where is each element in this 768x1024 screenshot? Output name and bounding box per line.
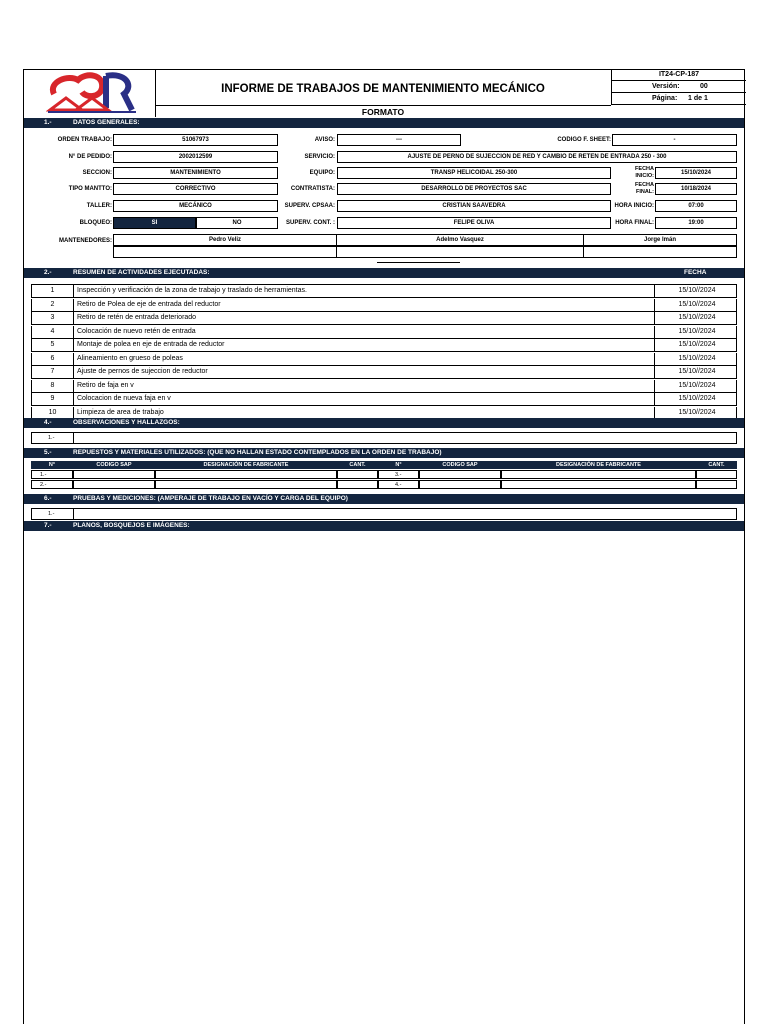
mantenedores-label: MANTENEDORES: — [58, 238, 112, 244]
document-title: INFORME DE TRABAJOS DE MANTENIMIENTO MECÁNICO — [221, 83, 545, 95]
superv-cont-label: SUPERV. CONT. : — [285, 220, 335, 226]
parts-row-1-n: 1.- — [31, 470, 73, 479]
page-label: Página: — [652, 95, 678, 102]
document-code: IT24-CP-187 — [612, 69, 746, 81]
section-7-bar — [24, 521, 744, 531]
parts-row-1-qty[interactable] — [337, 470, 378, 479]
bloqueo-label: BLOQUEO: — [79, 220, 112, 226]
activity-row[interactable] — [31, 326, 737, 339]
servicio-label: SERVICIO: — [304, 154, 335, 160]
section-6-number: 6.- — [44, 495, 52, 502]
activity-date: 15/10//2024 — [654, 353, 739, 365]
section-6-bar — [24, 494, 744, 504]
tests-row[interactable] — [31, 508, 737, 520]
tipo-field[interactable]: CORRECTIVO — [113, 183, 278, 195]
section-7-title: PLANOS, BOSQUEJOS E IMÁGENES: — [73, 522, 190, 529]
activity-description: Retiro de Polea de eje de entrada del reductor — [77, 300, 221, 308]
parts-row-4-n: 4.- — [378, 480, 419, 489]
parts-header-designation-right: DESIGNACIÓN DE FABRICANTE — [501, 461, 696, 469]
section-4-title: OBSERVACIONES Y HALLAZGOS: — [73, 419, 180, 426]
activity-row[interactable] — [31, 312, 737, 325]
mantenedor-1-field[interactable]: Pedro Veliz — [113, 234, 337, 246]
section-1-title: DATOS GENERALES: — [73, 119, 140, 126]
activity-date: 15/10//2024 — [654, 339, 739, 351]
fecha-inicio-field[interactable]: 15/10/2024 — [655, 167, 737, 179]
aviso-field[interactable]: --- — [337, 134, 461, 146]
activity-number: 1 — [32, 285, 74, 297]
parts-row-2-sap[interactable] — [73, 480, 155, 489]
parts-row-3-sap[interactable] — [419, 470, 501, 479]
orden-label: ORDEN TRABAJO: — [57, 137, 112, 143]
activity-description: Limpieza de area de trabajo — [77, 408, 164, 416]
activity-row[interactable] — [31, 366, 737, 379]
activity-row[interactable] — [31, 299, 737, 312]
company-logo — [46, 72, 138, 114]
activity-row[interactable] — [31, 380, 737, 393]
section-7-number: 7.- — [44, 522, 52, 529]
tests-row-number: 1.- — [48, 511, 55, 517]
equipo-field[interactable]: TRANSP HELICOIDAL 250-300 — [337, 167, 611, 179]
parts-header-sap-right: CODIGO SAP — [419, 461, 501, 469]
codigo-label: CODIGO F. SHEET: — [557, 137, 611, 143]
section-5-number: 5.- — [44, 449, 52, 456]
parts-row-1-designation[interactable] — [155, 470, 337, 479]
section-1-number: 1.- — [44, 119, 52, 126]
parts-header-designation-left: DESIGNACIÓN DE FABRICANTE — [155, 461, 337, 469]
activity-date: 15/10//2024 — [654, 366, 739, 378]
orden-field[interactable]: 51067973 — [113, 134, 278, 146]
section-2-title: RESUMEN DE ACTIVIDADES EJECUTADAS: — [73, 269, 210, 276]
parts-header-qty-right: CANT. — [696, 461, 737, 469]
version-value: 00 — [700, 83, 708, 90]
parts-row-4-sap[interactable] — [419, 480, 501, 489]
fecha-final-label: FECHA FINAL: — [635, 182, 654, 195]
parts-row-3-qty[interactable] — [696, 470, 737, 479]
section-6-title: PRUEBAS Y MEDICIONES: (AMPERAJE DE TRABAJO EN VACÍO Y CARGA DEL EQUIPO) — [73, 495, 348, 502]
hora-final-field[interactable]: 19:00 — [655, 217, 737, 229]
bloqueo-si-option[interactable]: SI — [113, 217, 196, 229]
activity-description: Retiro de retén de entrada deteriorado — [77, 314, 197, 321]
page-value: 1 de 1 — [688, 95, 708, 102]
activity-description: Colocacion de nueva faja en v — [77, 395, 171, 402]
document-meta — [611, 69, 745, 105]
superv-cont-field[interactable]: FELIPE OLIVA — [337, 217, 611, 229]
section-2-bar — [24, 268, 744, 278]
activity-number: 7 — [32, 366, 74, 378]
date-column-header: FECHA — [684, 269, 707, 276]
activity-number: 6 — [32, 353, 74, 365]
activity-row[interactable] — [31, 353, 737, 366]
mantenedor-2-field[interactable]: Adelmo Vasquez — [336, 234, 584, 246]
seccion-field[interactable]: MANTENIMIENTO — [113, 167, 278, 179]
activity-description: Montaje de polea en eje de entrada de reductor — [77, 341, 225, 348]
pedido-field[interactable]: 2002012599 — [113, 151, 278, 163]
tests-divider — [73, 509, 74, 519]
activity-date: 15/10//2024 — [654, 393, 739, 405]
bloqueo-no-option[interactable]: NO — [196, 217, 278, 229]
fecha-inicio-label: FECHA INICIO: — [635, 166, 654, 179]
section-2-number: 2.- — [44, 269, 52, 276]
activity-date: 15/10//2024 — [654, 326, 739, 338]
document-subtitle: FORMATO — [155, 105, 611, 117]
activity-date: 15/10//2024 — [654, 407, 739, 419]
drawings-area[interactable] — [24, 531, 744, 1024]
hora-inicio-label: HORA INICIO: — [614, 203, 654, 209]
equipo-label: EQUIPO: — [309, 170, 335, 176]
parts-header-qty-left: CANT. — [337, 461, 378, 469]
version-row — [612, 81, 746, 93]
activity-row[interactable] — [31, 339, 737, 352]
section-1-bar — [24, 118, 744, 128]
fecha-final-field[interactable]: 10/18/2024 — [655, 183, 737, 195]
tipo-label: TIPO MANTTO: — [68, 186, 112, 192]
taller-label: TALLER: — [86, 203, 112, 209]
hora-final-label: HORA FINAL: — [615, 220, 654, 226]
parts-header-sap-left: CODIGO SAP — [73, 461, 155, 469]
superv-cpsaa-label: SUPERV. CPSAA: — [284, 203, 335, 209]
contratista-label: CONTRATISTA: — [290, 186, 335, 192]
observations-row-number: 1.- — [48, 435, 55, 441]
activity-number: 10 — [32, 407, 74, 419]
parts-row-4-qty[interactable] — [696, 480, 737, 489]
superv-cpsaa-field[interactable]: CRISTIAN SAAVEDRA — [337, 200, 611, 212]
activity-date: 15/10//2024 — [654, 285, 739, 297]
activity-description: Colocación de nuevo retén de entrada — [77, 327, 196, 335]
activity-description: Alineamiento en grueso de poleas — [77, 354, 183, 362]
servicio-field[interactable]: AJUSTE DE PERNO DE SUJECCION DE RED Y CAMBIO DE RETEN DE ENTRADA 250 - 300 — [337, 151, 737, 163]
mantenedor-6-field[interactable] — [583, 246, 737, 258]
activity-date: 15/10//2024 — [654, 312, 739, 324]
parts-header-n-left: N° — [31, 461, 73, 469]
activity-date: 15/10//2024 — [654, 380, 739, 392]
activity-number: 9 — [32, 393, 74, 405]
activity-number: 2 — [32, 299, 74, 311]
version-label: Versión: — [652, 83, 680, 90]
mantenedor-3-field[interactable]: Jorge Imán — [583, 234, 737, 246]
activity-row[interactable] — [31, 393, 737, 406]
taller-field[interactable]: MECÁNICO — [113, 200, 278, 212]
page-row — [612, 93, 746, 105]
hora-inicio-field[interactable]: 07:00 — [655, 200, 737, 212]
section-4-bar — [24, 418, 744, 428]
activity-number: 4 — [32, 326, 74, 338]
seccion-label: SECCION: — [82, 170, 112, 176]
observations-divider — [73, 433, 74, 443]
contratista-field[interactable]: DESARROLLO DE PROYECTOS SAC — [337, 183, 611, 195]
activity-date: 15/10//2024 — [654, 299, 739, 311]
parts-row-1-sap[interactable] — [73, 470, 155, 479]
activity-row[interactable] — [31, 285, 737, 298]
codigo-field[interactable]: - — [612, 134, 737, 146]
activity-number: 5 — [32, 339, 74, 351]
section-4-number: 4.- — [44, 419, 52, 426]
parts-row-2-qty[interactable] — [337, 480, 378, 489]
parts-header-n-right: N° — [378, 461, 419, 469]
section-5-title: REPUESTOS Y MATERIALES UTILIZADOS: (QUE NO HALLAN ESTADO CONTEMPLADOS EN LA ORDEN DE TRABAJO) — [73, 449, 442, 456]
mantenedor-4-field[interactable] — [113, 246, 337, 258]
pedido-label: N° DE PEDIDO: — [68, 154, 112, 160]
activity-number: 8 — [32, 380, 74, 392]
parts-row-3-designation[interactable] — [501, 470, 696, 479]
observations-row[interactable] — [31, 432, 737, 444]
parts-row-2-designation[interactable] — [155, 480, 337, 489]
aviso-label: AVISO: — [314, 137, 335, 143]
section-5-bar — [24, 448, 744, 458]
parts-row-4-designation[interactable] — [501, 480, 696, 489]
activity-description: Inspección y verificación de la zona de trabajo y traslado de herramientas. — [77, 287, 307, 294]
activity-number: 3 — [32, 312, 74, 324]
parts-row-3-n: 3.- — [378, 470, 419, 479]
activity-description: Ajuste de pernos de sujeccion de reductor — [77, 368, 208, 375]
activity-description: Retiro de faja en v — [77, 381, 134, 389]
mantenedor-5-field[interactable] — [336, 246, 584, 258]
signature-line — [377, 262, 460, 263]
parts-row-2-n: 2.- — [31, 480, 73, 489]
